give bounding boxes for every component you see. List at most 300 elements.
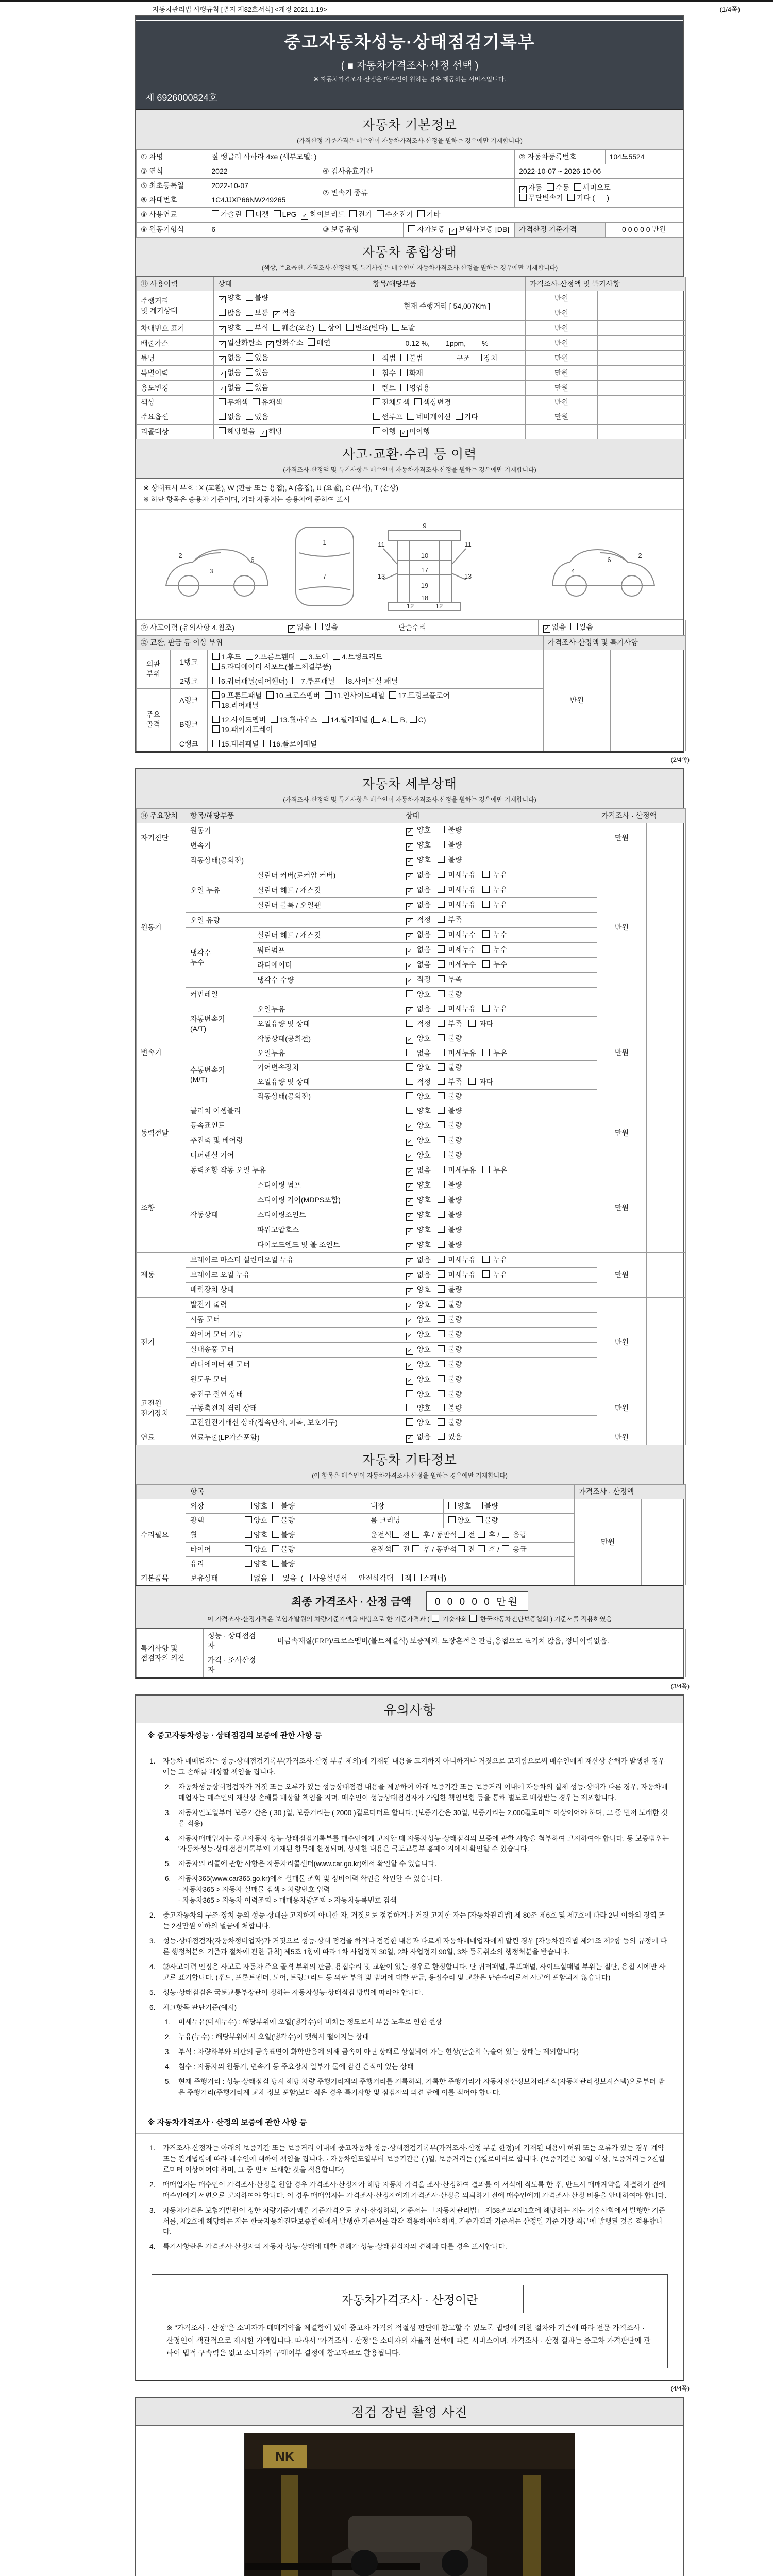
checkbox-checked-icon: ✓ <box>219 356 226 363</box>
empty-cell <box>598 396 686 410</box>
checkbox-empty-icon <box>273 324 280 331</box>
checkbox-empty-icon <box>392 1531 399 1538</box>
notice-item <box>149 1962 670 1984</box>
empty-cell <box>598 425 686 439</box>
final-price-label: 최종 가격조사 · 산정 금액 <box>291 1596 412 1608</box>
row-label-cell: 용도변경 <box>137 381 214 396</box>
notice-item <box>149 2143 670 2176</box>
checkbox-checked-icon: ✓ <box>406 1435 413 1443</box>
checkbox-cell: 양호 불량 <box>240 1542 366 1556</box>
checkbox-cell: ✓ 없음 미세누수 누수 <box>401 928 597 943</box>
overall-condition-table <box>136 277 683 440</box>
item-cell: 오일유량 및 상태 <box>253 1017 401 1031</box>
checkbox-empty-icon <box>246 294 253 301</box>
notice-number: 3. <box>165 1808 171 1817</box>
checkbox-empty-icon <box>438 1166 445 1173</box>
price-cell: 만원 <box>597 1104 647 1163</box>
checkbox-checked-icon: ✓ <box>260 430 267 437</box>
checkbox-cell: 양호 불량 <box>401 1387 597 1401</box>
row-label-cell: ⑩ 보증유형 <box>318 222 403 237</box>
notice-number: 5. <box>149 1988 156 1996</box>
panel-number-label: 2 <box>638 552 642 560</box>
item-cell: 등속죠인트 <box>186 1118 401 1133</box>
sub-label-cell: 수동변속기 (M/T) <box>186 1046 253 1104</box>
notice-sublist <box>165 2017 670 2098</box>
panel-number-label: 3 <box>209 567 213 575</box>
notice-subitem <box>165 2062 670 2073</box>
checkbox-empty-icon <box>438 1151 445 1158</box>
checkbox-empty-icon <box>482 930 490 938</box>
item-cell: 원동기 <box>186 823 401 838</box>
final-price-value: 0 0 0 0 0 만원 <box>426 1591 528 1611</box>
checkbox-empty-icon <box>458 1545 465 1552</box>
checkbox-empty-icon <box>438 1196 445 1203</box>
column-header-cell: 가격조사·산정액 및 특기사항 <box>526 277 686 291</box>
row-label-cell: 주행거리 및 계기상태 <box>137 291 214 321</box>
report-title-block <box>136 16 683 110</box>
notice-number: 4. <box>165 2063 171 2071</box>
notice-item <box>149 2003 670 2013</box>
price-cell: 만원 <box>526 336 598 351</box>
empty-cell <box>611 650 686 751</box>
value-cell: 현재 주행거리 [ 54,007Km ] <box>368 291 526 321</box>
panel-number-label: 13 <box>464 572 472 581</box>
car-diagram-svg <box>141 513 679 614</box>
column-header-cell: 항목/해당부품 <box>186 809 401 823</box>
checkbox-cell: 자가보증 ✓ 보험사보증 [DB] <box>404 222 515 237</box>
checkbox-empty-icon <box>438 916 445 923</box>
checkbox-checked-icon: ✓ <box>266 341 274 348</box>
checkbox-empty-icon <box>438 901 445 908</box>
checkbox-cell: ✓ 양호 불량 <box>401 838 597 853</box>
notice-text: 누유(누수) : 해당부위에서 오일(냉각수)이 맺혀서 떨어지는 상태 <box>178 2033 369 2041</box>
item-cell: 시동 모터 <box>186 1312 401 1327</box>
notice-number: 3. <box>149 1937 156 1945</box>
panel-number-label: 1 <box>323 538 327 547</box>
checkbox-cell: 양호 불량 <box>444 1514 575 1528</box>
checkbox-empty-icon <box>406 1107 413 1114</box>
column-header-cell: 가격조사·산정액 및 특기사항 <box>544 636 686 650</box>
checkbox-cell: ✓ 양호 불량 <box>401 1342 597 1357</box>
checkbox-empty-icon <box>340 677 347 684</box>
checkbox-empty-icon <box>414 398 422 405</box>
checkbox-empty-icon <box>406 990 413 997</box>
value-cell: 6 <box>207 222 318 237</box>
checkbox-empty-icon <box>458 1531 465 1538</box>
notices-list-2 <box>136 2134 683 2264</box>
section-basic-header <box>136 110 683 149</box>
value-cell: B랭크 <box>171 713 208 737</box>
checkbox-empty-icon <box>212 210 219 217</box>
row-label-cell: 차대번호 표기 <box>137 321 214 336</box>
notice-item <box>149 2180 670 2201</box>
value-cell: 1C4JJXP66NW249265 <box>207 193 318 207</box>
checkbox-checked-icon: ✓ <box>273 311 280 318</box>
checkbox-cell: 양호 불량 <box>240 1499 366 1514</box>
checkbox-cell: ✓ 없음 미세누유 누유 <box>401 868 597 883</box>
item-cell: 연료누출(LP가스포함) <box>186 1430 401 1445</box>
checkbox-cell: ✓ 없음 있음 <box>214 381 368 396</box>
checkbox-checked-icon: ✓ <box>406 1037 413 1044</box>
notice-text: 매매업자는 매수인이 가격조사·산정을 원할 경우 가격조사·산정자가 해당 자동차 가격을 조사·산정하여 결과를 이 서식에 적도록 한 후, 반드시 매매계약을 체결하기 전에 매수인에게 서면으로 고지하여야 합니다. 이 경우 매매업자는 가격조사·산정자에게 가격조사·산정을 의뢰하기 전에 매수인에게 가격조사·산정 비용을 안내하여야 합니다. <box>163 2180 667 2199</box>
sub-label-cell: 냉각수 누수 <box>186 928 253 988</box>
notice-number: 1. <box>149 2144 156 2152</box>
checkbox-checked-icon: ✓ <box>406 1154 413 1161</box>
item-cell: 충전구 절연 상태 <box>186 1387 401 1401</box>
price-cell: 만원 <box>526 306 598 321</box>
checkbox-empty-icon <box>325 691 332 699</box>
checkbox-checked-icon: ✓ <box>288 625 295 633</box>
empty-cell <box>647 823 686 853</box>
notice-text: ⑫사고이력 인정은 사고로 자동차 주요 골격 부위의 판금, 용접수리 및 교환이 있는 경우로 한정합니다. 단 쿼터패널, 루프패널, 사이드실패널 부위는 절단, 용접 시에만 사고로 표기합니다. (후드, 프론트펜더, 도어, 트렁크리드 등 외판 부위 및 범퍼에 대한 판금, 용접수리 및 교환은 단순수리로서 사고에 포함되지 않습니다) <box>163 1962 666 1981</box>
checkbox-cell: 6.쿼터패널(리어휀더) 7.루프패널 8.사이드실 패널 <box>208 674 544 689</box>
checkbox-empty-icon <box>478 1531 485 1538</box>
column-header-cell: 상태 <box>214 277 368 291</box>
checkbox-checked-icon: ✓ <box>406 1198 413 1206</box>
accident-legend <box>136 479 683 510</box>
checkbox-empty-icon <box>272 1574 279 1581</box>
price-cell: 만원 <box>597 853 647 1002</box>
checkbox-cell: ✓ 없음 있음 <box>539 620 686 635</box>
panel-number-label: 9 <box>423 522 427 530</box>
price-survey-definition-box <box>152 2274 668 2368</box>
checkbox-empty-icon <box>350 1574 357 1581</box>
final-price-bar <box>136 1585 683 1629</box>
basic-info-table <box>136 149 683 238</box>
checkbox-cell: 양호 불량 <box>401 1061 597 1075</box>
checkbox-empty-icon <box>272 1545 279 1552</box>
checkbox-empty-icon <box>482 1270 490 1278</box>
car-panel-diagram <box>136 510 683 620</box>
checkbox-cell: 없음 있음 <box>214 410 368 425</box>
checkbox-cell: ✓ 양호 불량 <box>401 1312 597 1327</box>
empty-cell <box>647 1387 686 1430</box>
notices-heading-1: ※ 중고자동차성능 · 상태점검의 보증에 관한 사항 등 <box>136 1723 683 1747</box>
empty-cell <box>647 853 686 1002</box>
item-cell: 스티어링 펌프 <box>253 1178 401 1193</box>
checkbox-cell: ✓ 양호 불량 <box>401 1297 597 1312</box>
checkbox-cell: ✓ 적정 부족 <box>401 913 597 928</box>
section-accident-header <box>136 439 683 479</box>
item-cell: 라디에이터 팬 모터 <box>186 1357 401 1372</box>
notice-text: 자동차매매업자는 중고자동차 성능·상태점검기록부를 매수인에게 고지할 때 자동차성능·상태점검의 보증에 관한 사항을 첨부하여 고지하여야 합니다. 동 보증범위는 '자동차성능·상태점검기록부'에 기재된 항목에 한정되며, 상세한 내용은 국토교통부 홈페이지에서 확인할 수 있습니다. <box>178 1834 669 1853</box>
section-detail-header <box>136 769 683 808</box>
checkbox-checked-icon: ✓ <box>406 858 413 866</box>
item-cell: 오일누유 <box>253 1046 401 1061</box>
inspector-opinion-table <box>136 1629 683 1677</box>
value-cell: 0.12 %, 1ppm, % <box>368 336 526 351</box>
checkbox-empty-icon <box>482 886 490 893</box>
notice-item <box>149 2206 670 2238</box>
checkbox-empty-icon <box>469 1615 477 1622</box>
checkbox-empty-icon <box>438 1063 445 1071</box>
checkbox-empty-icon <box>263 740 271 747</box>
checkbox-empty-icon <box>406 1078 413 1085</box>
notices-heading-2: ※ 자동차가격조사 · 산정의 보증에 관한 사항 등 <box>136 2110 683 2134</box>
row-label-cell: 특기사항 및 점검자의 의견 <box>137 1629 204 1677</box>
checkbox-empty-icon <box>476 1516 483 1523</box>
checkbox-empty-icon <box>212 691 220 699</box>
row-label-cell: 주요옵션 <box>137 410 214 425</box>
report-note: ※ 자동차가격조사·산정은 매수인이 원하는 경우 제공하는 서비스입니다. <box>313 76 506 83</box>
checkbox-empty-icon <box>438 1078 445 1085</box>
price-cell: 만원 <box>526 410 598 425</box>
notice-item <box>149 1756 670 1778</box>
notice-number: 6. <box>149 2003 156 2011</box>
checkbox-empty-icon <box>315 623 323 630</box>
notice-number: 3. <box>149 2206 156 2214</box>
checkbox-empty-icon <box>406 1092 413 1099</box>
notice-text: 성능·상태점검은 국토교통부장관이 정하는 자동차성능·상태점검 방법에 따라야 합니다. <box>163 1988 423 1996</box>
item-cell: 작동상태(공회전) <box>253 1031 401 1046</box>
notice-text: 중고자동차의 구조·장치 등의 성능·상태를 고지하지 아니한 자, 거짓으로 점검하거나 거짓 고지한 자는 [자동차관리법] 제 80조 제6호 및 제7호에 따라 2년 이하의 징역 또는 2천만원 이하의 벌금에 처합니다. <box>163 1911 665 1930</box>
checkbox-cell: 많음 보통 ✓ 적음 <box>214 306 368 321</box>
notice-item <box>149 1910 670 1932</box>
checkbox-empty-icon <box>406 1418 413 1426</box>
sub-label-cell: 성능 · 상태점검 자 <box>204 1629 273 1653</box>
item-cell: 변속기 <box>186 838 401 853</box>
checkbox-empty-icon <box>438 1034 445 1041</box>
checkbox-empty-icon <box>482 960 490 968</box>
checkbox-empty-icon <box>346 324 354 331</box>
report-title: 중고자동차성능·상태점검기록부 <box>284 32 535 52</box>
etc-info-table <box>136 1484 683 1585</box>
row-label-cell: 특별이력 <box>137 366 214 381</box>
price-cell: 만원 <box>597 1002 647 1104</box>
checkbox-cell: ✓ 없음 있음 <box>283 620 394 635</box>
checkbox-empty-icon <box>400 384 408 391</box>
checkbox-empty-icon <box>438 1226 445 1233</box>
checkbox-empty-icon <box>448 354 455 361</box>
section-overall-title: 자동차 종합상태 <box>362 245 457 260</box>
checkbox-cell: 1.후드 2.프론트휀더 3.도어 4.트렁크리드 5.라디에이터 서포트(볼트체결부품) <box>208 650 544 674</box>
panel-number-label: 7 <box>323 572 327 581</box>
empty-cell <box>598 291 686 306</box>
price-cell: 만원 <box>597 1163 647 1252</box>
checkbox-empty-icon <box>246 383 253 391</box>
notice-subitem <box>165 1834 670 1855</box>
section-accident-title: 사고·교환·수리 등 이력 <box>342 447 477 462</box>
row-label-cell: 수리필요 <box>137 1499 186 1571</box>
checkbox-cell: 전체도색 색상변경 <box>368 396 526 410</box>
checkbox-empty-icon <box>245 1502 252 1509</box>
panel-number-label: 6 <box>607 556 611 564</box>
price-cell: 만원 <box>526 366 598 381</box>
column-header-cell: 가격조사 · 산정액 <box>597 809 686 823</box>
checkbox-empty-icon <box>391 716 398 723</box>
checkbox-cell: 무채색 유채색 <box>214 396 368 410</box>
checkbox-empty-icon <box>432 1615 439 1622</box>
checkbox-cell: ✓ 양호 불량 <box>401 1357 597 1372</box>
checkbox-empty-icon <box>448 1502 456 1509</box>
checkbox-empty-icon <box>574 183 581 191</box>
checkbox-empty-icon <box>245 1531 252 1538</box>
notice-text: 성능·상태점검자(자동차정비업자)가 거짓으로 성능·상태 점검을 하거나 점검한 내용과 다르게 자동차매매업자에게 알린 경우 [자동차관리법 제21조 제2항 등의 규정에 따른 행정처분의 기준과 절차에 관한 규칙] 제5조 1항에 따라 1차 사업정지 30일, 2차 사업정지 90일, 3차 등록취소의 행정처분을 받습니다. <box>163 1937 667 1956</box>
notice-subitem <box>165 2017 670 2028</box>
checkbox-empty-icon <box>475 354 482 361</box>
checkbox-cell: ✓ 없음 미세누수 누수 <box>401 943 597 958</box>
column-header-cell: ⑬ 교환, 판금 등 이상 부위 <box>137 636 544 650</box>
checkbox-cell: 운전석 전 후 / 동반석 전 후 / 응급 <box>366 1542 575 1556</box>
checkbox-empty-icon <box>438 930 445 938</box>
value-cell: 주요 골격 <box>137 688 171 751</box>
section-overall-subtitle: (색상, 주요옵션, 가격조사·산정액 및 특기사항은 매수인이 자동차가격조사·산정을 원하는 경우에만 기재합니다) <box>261 264 558 272</box>
checkbox-empty-icon <box>438 1049 445 1056</box>
page-number-2: (2/4쪽) <box>670 756 690 764</box>
sub-label-cell: 유리 <box>186 1556 240 1571</box>
value-cell <box>273 1653 686 1677</box>
checkbox-empty-icon <box>438 1404 445 1411</box>
price-cell: 만원 <box>575 1499 642 1585</box>
checkbox-checked-icon: ✓ <box>406 978 413 985</box>
checkbox-empty-icon <box>400 369 408 376</box>
item-cell: 브레이크 오일 누유 <box>186 1267 401 1282</box>
checkbox-empty-icon <box>438 1020 445 1027</box>
definition-box-text: ※ "가격조사 · 산정"은 소비자가 매매계약을 체결함에 있어 중고차 가격의 적절성 판단에 참고할 수 있도록 법령에 의한 절차와 기준에 따라 전문 가격조사 · 산정인이 객관적으로 제시한 가액입니다. 따라서 "가격조사 · 산정"은 소비자의 자율적 선택에 따른 서비스이며, 가격조사 · 산정 결과는 중고차 가격판단에 관하여 법적 구속력은 없고 소비자의 구매여부 결정에 참고자료로 활용됩니다. <box>166 2324 651 2358</box>
checkbox-empty-icon <box>482 1005 490 1012</box>
checkbox-empty-icon <box>212 725 220 733</box>
checkbox-checked-icon: ✓ <box>219 326 226 333</box>
checkbox-empty-icon <box>308 338 315 346</box>
notice-number: 5. <box>165 1860 171 1868</box>
row-label-cell: 튜닝 <box>137 351 214 366</box>
checkbox-empty-icon <box>373 398 380 405</box>
checkbox-empty-icon <box>482 901 490 908</box>
checkbox-checked-icon: ✓ <box>406 1228 413 1235</box>
final-price-note: 이 가격조사·산정가격은 보험개발원의 차량기준가액을 바탕으로 한 기준가격과 ( 기술사회 한국자동차진단보증협회 ) 기준서를 적용하였음 <box>207 1616 612 1623</box>
checkbox-empty-icon <box>438 856 445 863</box>
item-cell: 실린더 커버(로커암 커버) <box>253 868 401 883</box>
section-notices-header <box>136 1696 683 1723</box>
price-cell: 만원 <box>526 351 598 366</box>
notice-text: 침수 : 자동차의 원동기, 변속기 등 주요장치 일부가 물에 잠긴 흔적이 있는 상태 <box>178 2063 414 2071</box>
checkbox-cell: ✓ 양호 불량 <box>401 1133 597 1148</box>
checkbox-empty-icon <box>373 369 380 376</box>
checkbox-empty-icon <box>438 1418 445 1426</box>
row-label-cell: 배출가스 <box>137 336 214 351</box>
checkbox-empty-icon <box>246 210 254 217</box>
checkbox-empty-icon <box>219 413 226 420</box>
price-cell: 만원 <box>597 1252 647 1297</box>
checkbox-empty-icon <box>407 413 414 420</box>
sub-label-cell: 보유상태 <box>186 1571 240 1585</box>
checkbox-checked-icon: ✓ <box>219 371 226 378</box>
item-cell: 타이로드엔드 및 볼 조인트 <box>253 1238 401 1252</box>
checkbox-empty-icon <box>246 653 253 660</box>
sub-label-cell: 내장 <box>366 1499 444 1514</box>
checkbox-empty-icon <box>478 1545 485 1552</box>
checkbox-empty-icon <box>406 1049 413 1056</box>
definition-box-title: 자동차가격조사 · 산정이란 <box>296 2285 524 2313</box>
item-cell: 스티어링조인트 <box>253 1208 401 1223</box>
checkbox-cell: ✓ 양호 불량 <box>401 1327 597 1342</box>
checkbox-empty-icon <box>245 1560 252 1567</box>
row-label-cell: 조향 <box>137 1163 186 1252</box>
item-cell: 기어변속장치 <box>253 1061 401 1075</box>
notice-subitem <box>165 1808 670 1829</box>
checkbox-cell: ✓ 양호 불량 <box>401 1178 597 1193</box>
page-number-1: (1/4쪽) <box>719 6 740 13</box>
checkbox-checked-icon: ✓ <box>406 1124 413 1131</box>
section-basic-subtitle: (가격산정 기준가격은 매수인이 자동차가격조사·산정을 원하는 경우에만 기재합니다) <box>297 137 523 144</box>
section-overall-header <box>136 238 683 277</box>
page-number-4: (4/4쪽) <box>670 2384 690 2392</box>
section-etc-subtitle: (이 항목은 매수인이 자동차가격조사·산정을 원하는 경우에만 기재합니다) <box>312 1472 508 1480</box>
checkbox-empty-icon <box>392 324 399 331</box>
checkbox-checked-icon: ✓ <box>406 918 413 925</box>
sheet-page-1 <box>135 15 684 753</box>
checkbox-empty-icon <box>219 398 226 405</box>
checkbox-cell: 이행 ✓ 미이행 <box>368 425 526 439</box>
notices-list-1 <box>136 1747 683 2110</box>
checkbox-empty-icon <box>373 716 380 723</box>
checkbox-cell: ✓ 없음 있음 <box>214 366 368 381</box>
checkbox-empty-icon <box>438 1360 445 1367</box>
sub-label-cell: 가격 · 조사산정 자 <box>204 1653 273 1677</box>
price-cell: 만원 <box>597 1430 647 1445</box>
checkbox-empty-icon <box>438 841 445 848</box>
checkbox-empty-icon <box>246 353 253 361</box>
notice-number: 5. <box>165 2078 171 2086</box>
checkbox-empty-icon <box>272 1502 279 1509</box>
notice-text: 자동차가격은 보험개발원이 정한 차량기준가액을 기준가격으로 조사·산정하되, 기준서는 「자동차관리법」 제58조의4제1호에 해당하는 자는 기술사회에서 발행한 기준서를, 제2호에 해당하는 자는 한국자동차진단보증협회에서 발행한 기준서를 각각 적용하여야 하며, 기준가격과 기준서는 산정일 기준 가장 최근에 발행된 것을 적용합니다. <box>163 2206 665 2236</box>
checkbox-checked-icon: ✓ <box>301 213 308 220</box>
checkbox-empty-icon <box>373 354 380 361</box>
checkbox-empty-icon <box>245 1545 252 1552</box>
notice-subitem <box>165 1782 670 1804</box>
checkbox-cell: 렌트 영업용 <box>368 381 526 396</box>
notice-text: 자동차365(www.car365.go.kr)에서 실매물 조회 및 정비이력 확인을 확인할 수 있습니다. - 자동차365 > 자동차 실매물 검색 > 차량번호 입력 - 자동차365 > 자동차 이력조회 > 매매용차량조회 > 자동차등록번호 검색 <box>178 1875 442 1905</box>
checkbox-empty-icon <box>246 413 253 420</box>
checkbox-cell: 썬루프 네비게이션 기타 <box>368 410 526 425</box>
checkbox-empty-icon <box>482 871 490 878</box>
page-number-3: (3/4쪽) <box>670 1683 690 1690</box>
checkbox-empty-icon <box>468 1020 476 1027</box>
row-label-cell: 색상 <box>137 396 214 410</box>
checkbox-checked-icon: ✓ <box>449 228 457 235</box>
notice-number: 3. <box>165 2048 171 2056</box>
value-cell: C랭크 <box>171 737 208 751</box>
checkbox-checked-icon: ✓ <box>406 1213 413 1221</box>
checkbox-empty-icon <box>212 677 220 684</box>
value-cell: 2랭크 <box>171 674 208 689</box>
checkbox-empty-icon <box>406 1063 413 1071</box>
row-label-cell: 원동기 <box>137 853 186 1002</box>
panel-number-label: 11 <box>378 540 385 549</box>
checkbox-cell: ✓ 양호 불량 <box>401 1193 597 1208</box>
checkbox-empty-icon <box>438 1092 445 1099</box>
empty-cell <box>647 1163 686 1252</box>
checkbox-empty-icon <box>547 183 554 191</box>
checkbox-empty-icon <box>406 1390 413 1397</box>
item-cell: 와이퍼 모터 기능 <box>186 1327 401 1342</box>
checkbox-empty-icon <box>438 886 445 893</box>
checkbox-checked-icon: ✓ <box>406 1348 413 1355</box>
checkbox-empty-icon <box>519 194 527 201</box>
checkbox-cell: ✓ 없음 미세누유 누유 <box>401 1252 597 1267</box>
row-label-cell: ③ 연식 <box>137 164 207 178</box>
sub-label-cell: 룸 크리닝 <box>366 1514 444 1528</box>
notice-item <box>149 2242 670 2252</box>
checkbox-empty-icon <box>482 1166 490 1173</box>
notice-item <box>149 1936 670 1958</box>
notice-number: 2. <box>149 1911 156 1920</box>
page-top-border <box>0 0 773 2</box>
checkbox-checked-icon: ✓ <box>519 186 527 193</box>
notice-number: 4. <box>165 1834 171 1842</box>
notice-text: 특기사항란은 가격조사·산정자의 자동차 성능·상태에 대한 견해가 성능·상태점검자의 견해와 다를 경우 표시합니다. <box>163 2243 507 2251</box>
item-cell: 클러치 어셈블리 <box>186 1104 401 1118</box>
